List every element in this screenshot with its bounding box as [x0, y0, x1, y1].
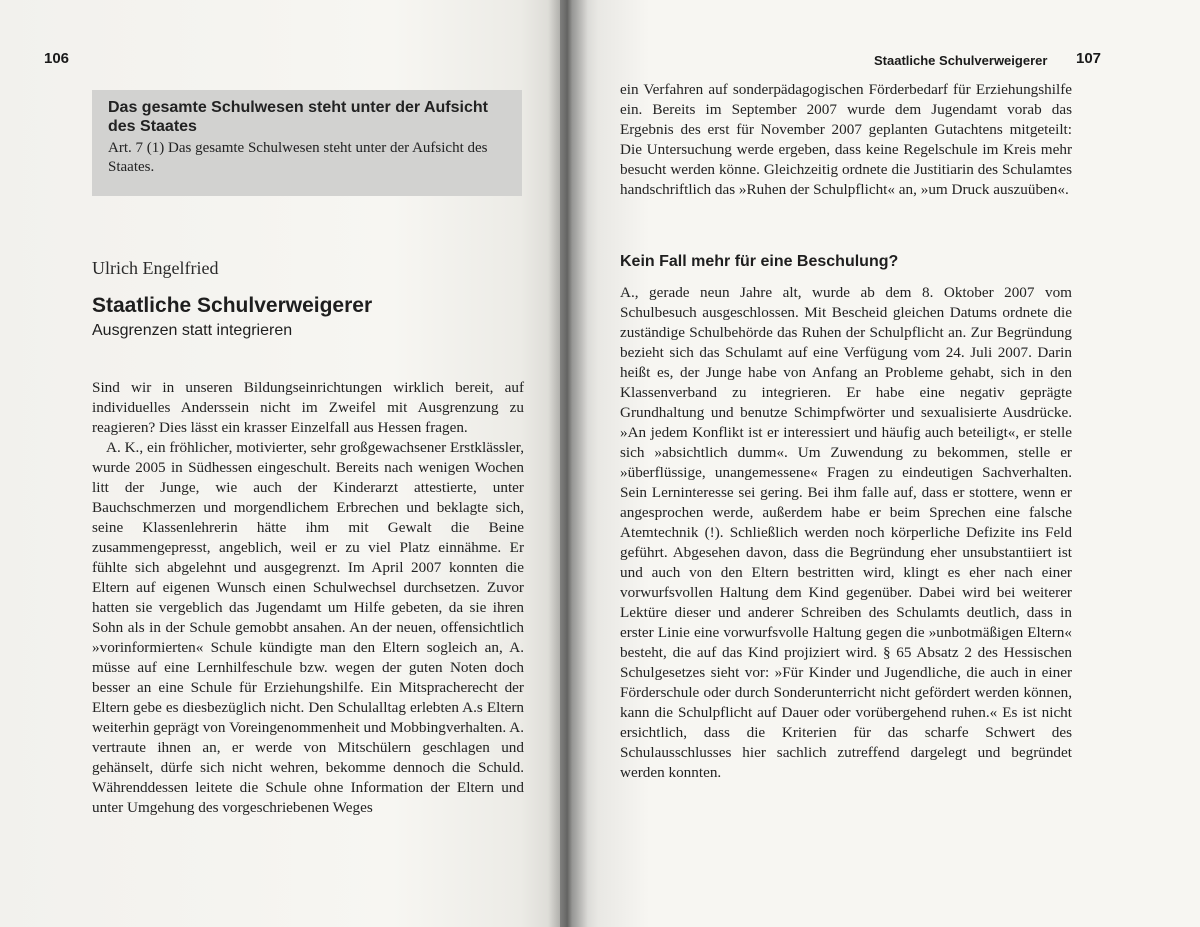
- quote-box-text: Art. 7 (1) Das gesamte Schulwesen steht unter der Aufsicht des Staates.: [108, 140, 488, 175]
- running-head: Staatliche Schulverweigerer: [874, 53, 1048, 68]
- article-title: Staatliche Schulverweigerer: [92, 294, 373, 317]
- left-page: [0, 0, 560, 927]
- book-gutter-shadow: [548, 0, 588, 927]
- paragraph: A. K., ein fröhlicher, motivierter, sehr großgewachsener Erstklässler, wurde 2005 in Südhessen eingeschult. Bereits nach wenigen Wochen litt der Junge, wie auch der Kinderarzt attestierte, unter Bauchschmerzen und morgendlichem Erbrechen und beklagte sich, seine Klassenlehrerin hätte ihm mit Gewalt die Beine zusammengepresst, angeblich, weil er zu viel Platz einnähme. Er fühlte sich abgelehnt und ausgegrenzt. Im April 2007 konnten die Eltern auf eigenen Wunsch einen Schulwechsel durchsetzen. Zuvor hatten sie vergeblich das Jugendamt um Hilfe gebeten, da sie ihren Sohn als in der Schule gemobbt ansahen. An der neuen, offensichtlich »vorinformierten« Schule kündigte man den Eltern sogleich an, A. müsse auf eine Lernhilfeschule bzw. wegen der guten Noten doch besser an eine Schule für Erziehungshilfe. Ein Mitspracherecht der Eltern gebe es diesbezüglich nicht. Den Schulalltag erlebten A.s Eltern weiterhin geprägt von Voreingenommenheit und Mobbingverhalten. A. vertraute ihnen an, er werde von Mitschülern geschlagen und gehänselt, dürfe sich nicht wehren, bekomme dennoch die Schuld. Währenddessen leitete die Schule ohne Information der Eltern und unter Umgehung des vorgeschriebenen Weges: [92, 439, 524, 816]
- paragraph: A., gerade neun Jahre alt, wurde ab dem 8. Oktober 2007 vom Schulbesuch ausgeschlossen. Mit Bescheid gleichen Datums ordnete die zuständige Schulbehörde das Ruhen der Schulpflicht an. Zur Begründung bezieht sich das Schulamt auf eine Verfügung vom 24. Juli 2007. Darin heißt es, der Junge habe von Anfang an Probleme gehabt, sich in den Klassenverband zu integrieren. Er habe eine negativ geprägte Grundhaltung und benutze Schimpfwörter und sexualisierte Ausdrücke. »An jedem Konflikt ist er interessiert und häufig auch beteiligt«, er stelle sich »absichtlich dumm«. Um Zuwendung zu bekommen, stelle er »überflüssige, unangemessene« Fragen zu eindeutigen Sachverhalten. Sein Lerninteresse sei gering. Bei ihm falle auf, dass er stottere, wenn er angesprochen werde, außerdem habe er beim Sprechen eine falsche Atemtechnik (!). Schließlich werden noch körperliche Defizite ins Feld geführt. Abgesehen davon, dass die Begründung eher unsubstantiiert ist und auch von den Eltern bestritten wird, klingt es eher nach einer vorwurfsvollen Haltung dem Kind gegenüber. Dabei wird bei weiterer Lektüre dieser und anderer Schreiben des Schulamts deutlich, dass in erster Linie eine vorwurfsvolle Haltung gegen die »unbotmäßigen Eltern« besteht, die auf das Kind projiziert wird. § 65 Absatz 2 des Hessischen Schulgesetzes sieht vor: »Für Kinder und Jugendliche, die auch in einer Förderschule oder durch Sonderunterricht nicht gefördert werden können, kann die Schulpflicht auf Dauer oder vorübergehend ruhen.« Es ist nicht ersichtlich, dass die Kriterien für das scharfe Schwert des Schulausschlusses hier sachlich zutreffend dargelegt und begründet werden konnten.: [620, 284, 1072, 781]
- left-body-text: [92, 378, 524, 818]
- right-body-text: [620, 283, 1072, 783]
- right-top-text: [620, 80, 1072, 200]
- paragraph: Sind wir in unseren Bildungseinrichtungen wirklich bereit, auf individuelles Anderssein nicht im Zweifel mit Ausgrenzung zu reagieren? Dies lässt ein krasser Einzelfall aus Hessen fragen.: [92, 379, 524, 436]
- right-page: [560, 0, 1200, 927]
- article-author: Ulrich Engelfried: [92, 258, 219, 278]
- quote-box-title: Das gesamte Schulwesen steht unter der Aufsicht des Staates: [108, 99, 488, 135]
- quote-box: [92, 90, 522, 196]
- page-number-left: 106: [44, 50, 70, 67]
- page-number-right: 107: [1076, 50, 1102, 67]
- paragraph: ein Verfahren auf sonderpädagogischen Förderbedarf für Erziehungshilfe ein. Bereits im September 2007 wurde dem Jugendamt vorab das Ergebnis des erst für November 2007 geplanten Gutachtens mitgeteilt: Die Untersuchung werde ergeben, dass keine Regelschule im Kreis mehr besucht werden könne. Gleichzeitig ordnete die Justitiarin des Schulamtes handschriftlich das »Ruhen der Schulpflicht« an, »um Druck auszuüben«.: [620, 81, 1072, 198]
- section-heading: Kein Fall mehr für eine Beschulung?: [620, 253, 899, 270]
- article-subtitle: Ausgrenzen statt integrieren: [92, 322, 293, 339]
